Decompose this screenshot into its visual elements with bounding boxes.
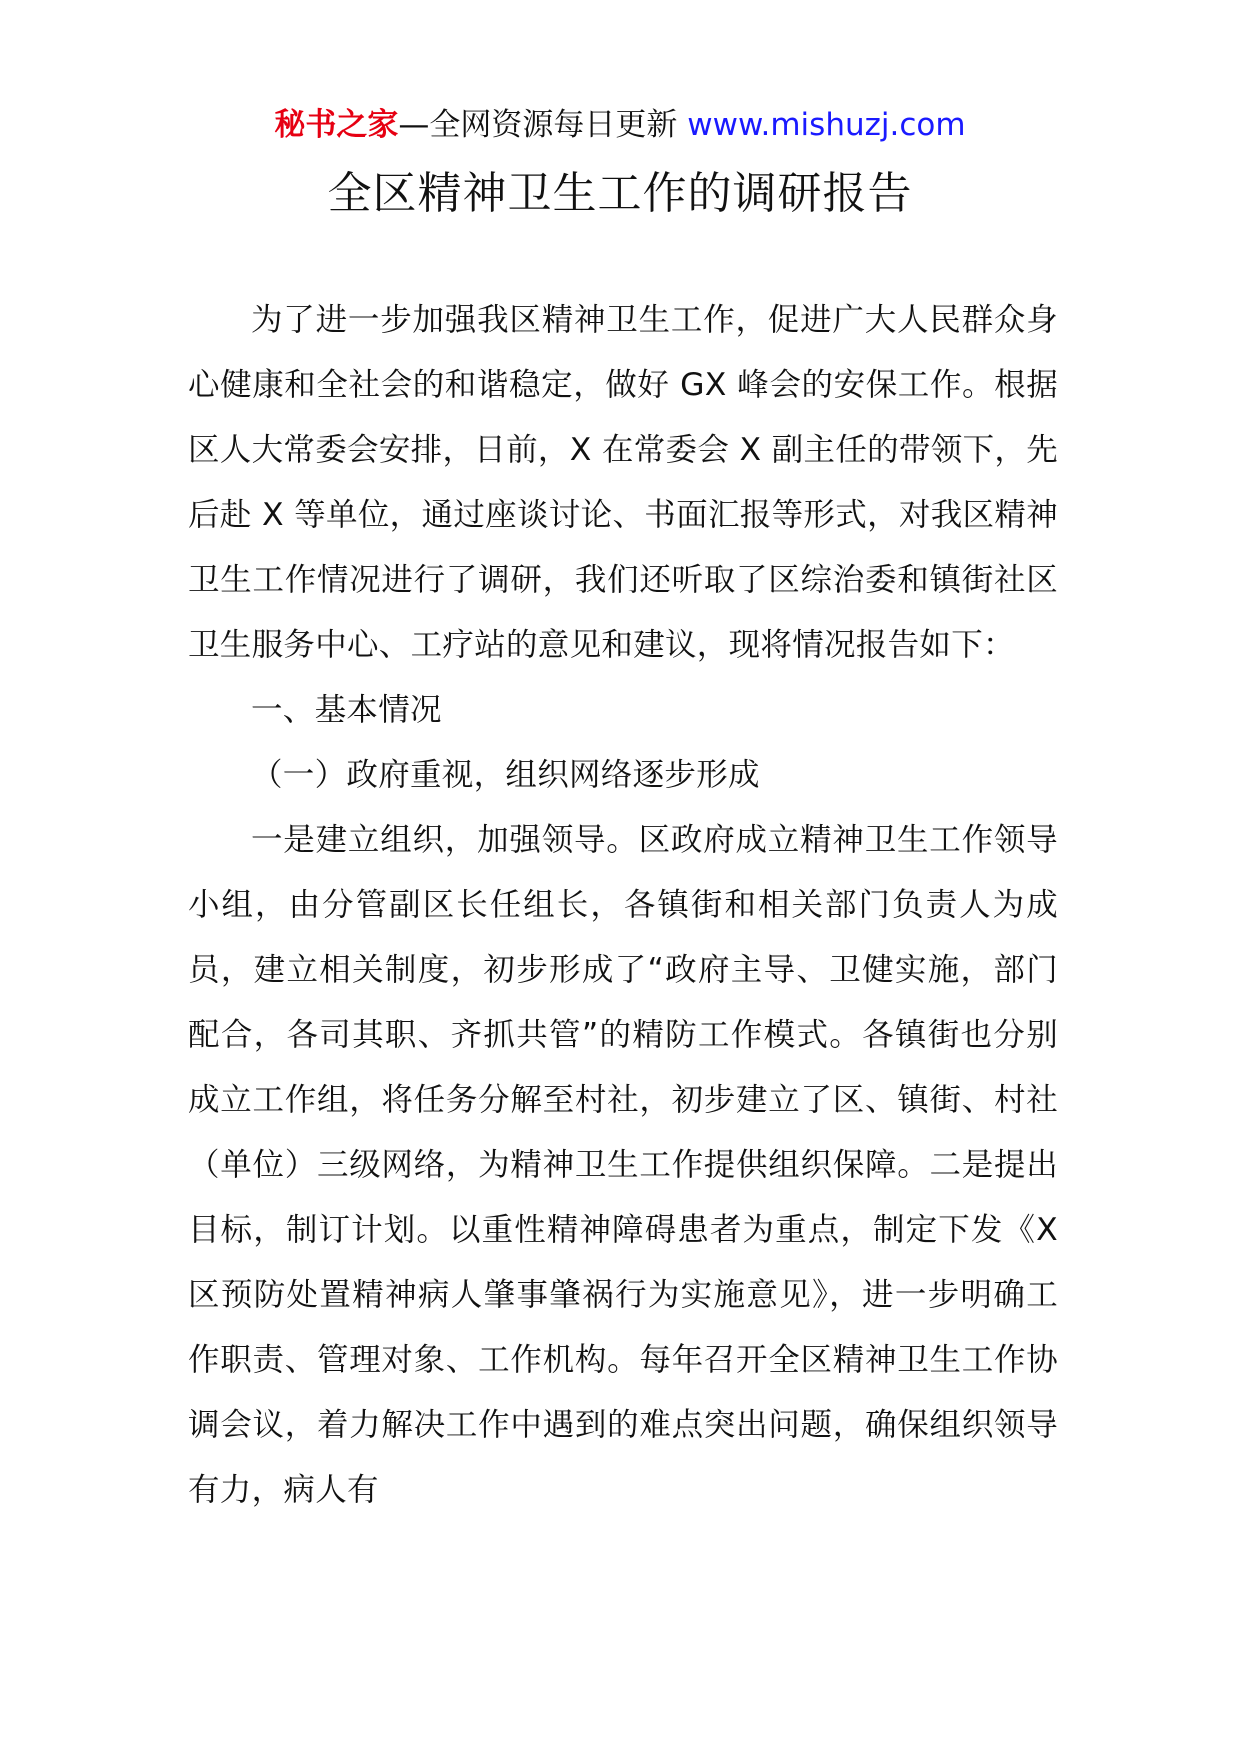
site-url-link[interactable]: www.mishuzj.com (687, 107, 966, 143)
site-tagline: —全网资源每日更新 (398, 107, 688, 143)
body-paragraph: 一是建立组织，加强领导。区政府成立精神卫生工作领导小组，由分管副区长任组长，各镇街和相关部门负责人为成员，建立相关制度，初步形成了“政府主导、卫健实施，部门配合，各司其职、齐抓共管”的精防工作模式。各镇街也分别成立工作组，将任务分解至村社，初步建立了区、镇街、村社（单位）三级网络，为精神卫生工作提供组织保障。二是提出目标，制订计划。以重性精神障碍患者为重点，制定下发《X 区预防处置精神病人肇事肇祸行为实施意见》，进一步明确工作职责、管理对象、工作机构。每年召开全区精神卫生工作协调会议，着力解决工作中遇到的难点突出问题，确保组织领导有力，病人有 (188, 822, 1058, 1508)
site-header (0, 98, 1240, 152)
subsection-heading: （一）政府重视，组织网络逐步形成 (251, 757, 760, 793)
document-body (188, 288, 1058, 1523)
site-brand: 秘书之家 (274, 107, 399, 143)
intro-paragraph: 为了进一步加强我区精神卫生工作，促进广大人民群众身心健康和全社会的和谐稳定，做好 GX 峰会的安保工作。根据区人大常委会安排，日前，X 在常委会 X 副主任的带领下，先后赴 X 等单位，通过座谈讨论、书面汇报等形式，对我区精神卫生工作情况进行了调研，我们还听取了区综治委和镇街社区卫生服务中心、工疗站的意见和建议，现将情况报告如下： (188, 302, 1058, 663)
document-title: 全区精神卫生工作的调研报告 (327, 168, 913, 219)
section-heading: 一、基本情况 (251, 692, 442, 728)
